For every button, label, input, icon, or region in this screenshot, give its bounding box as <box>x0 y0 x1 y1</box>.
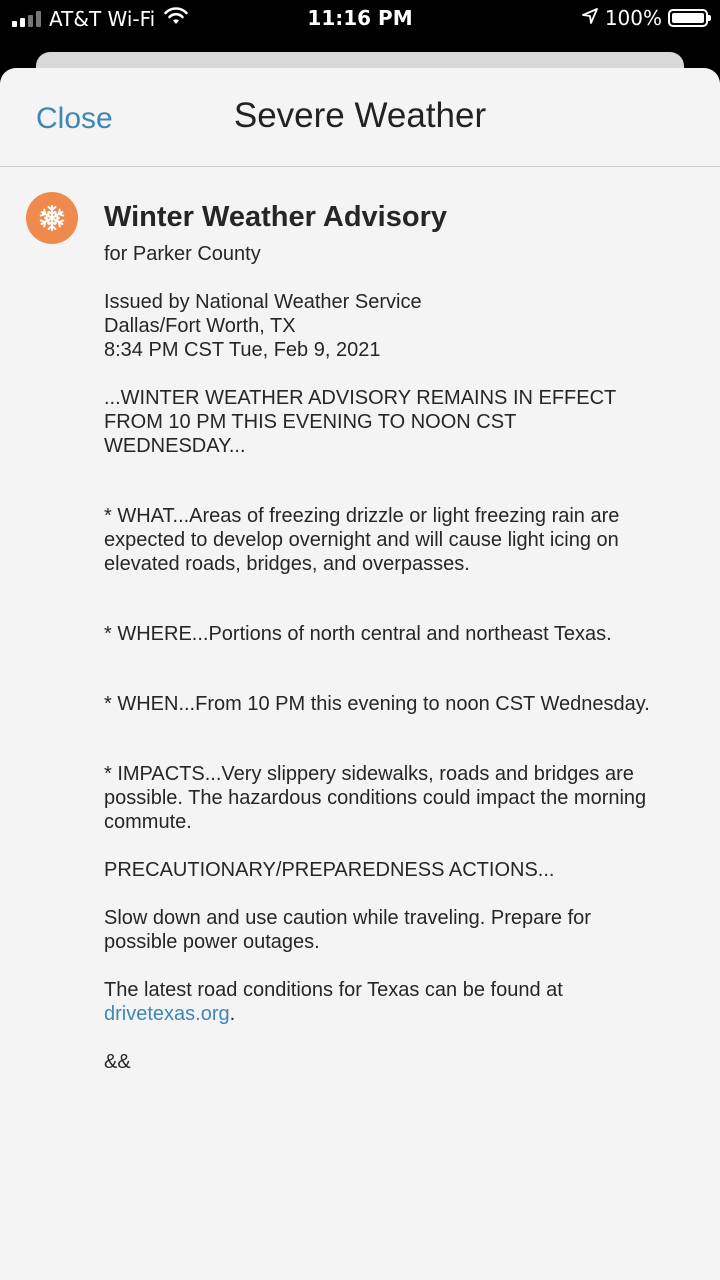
impacts-line: possible. The hazardous conditions could impact the morning <box>104 787 647 809</box>
headline-line: ...WINTER WEATHER ADVISORY REMAINS IN EFFECT <box>104 387 617 409</box>
headline-line: WEDNESDAY... <box>104 435 246 457</box>
end-marker: && <box>104 1051 131 1073</box>
battery-icon <box>668 9 708 27</box>
carrier-label: AT&T Wi-Fi <box>49 6 156 31</box>
page-title: Severe Weather <box>233 96 487 135</box>
advisory-subtitle: for Parker County <box>104 243 261 265</box>
alert-text <box>104 201 684 1074</box>
what-line: * WHAT...Areas of freezing drizzle or light freezing rain are <box>104 505 620 527</box>
issued-line: Dallas/Fort Worth, TX <box>104 315 296 337</box>
status-bar <box>0 0 720 38</box>
status-time: 11:16 PM <box>307 6 413 30</box>
location-arrow-icon <box>581 6 599 30</box>
headline-line: FROM 10 PM THIS EVENING TO NOON CST <box>104 411 517 433</box>
road-conditions-line: The latest road conditions for Texas can be found at <box>104 979 563 1001</box>
what-block <box>104 504 684 576</box>
slow-down-line: Slow down and use caution while traveling. Prepare for <box>104 907 591 929</box>
slow-down-line: possible power outages. <box>104 931 320 953</box>
drivetexas-link[interactable]: drivetexas.org <box>104 1003 230 1025</box>
where-line: * WHERE...Portions of north central and northeast Texas. <box>104 623 612 645</box>
road-period: . <box>229 1003 236 1025</box>
road-conditions-link-line <box>104 1002 684 1026</box>
severe-weather-sheet <box>0 68 720 1280</box>
close-button[interactable]: Close <box>36 102 113 135</box>
advisory-title: Winter Weather Advisory <box>104 201 447 233</box>
precaution-heading: PRECAUTIONARY/PREPAREDNESS ACTIONS... <box>104 859 555 881</box>
issued-line: Issued by National Weather Service <box>104 291 422 313</box>
battery-percent: 100% <box>604 6 662 30</box>
impacts-line: * IMPACTS...Very slippery sidewalks, roads and bridges are <box>104 763 634 785</box>
snowflake-icon <box>26 192 78 244</box>
what-line: expected to develop overnight and will cause light icing on <box>104 529 619 551</box>
battery-fill <box>672 13 704 23</box>
when-line: * WHEN...From 10 PM this evening to noon CST Wednesday. <box>104 693 650 715</box>
impacts-line: commute. <box>104 811 192 833</box>
issued-block <box>104 290 684 362</box>
impacts-block <box>104 762 684 834</box>
issued-line: 8:34 PM CST Tue, Feb 9, 2021 <box>104 339 381 361</box>
road-conditions-block <box>104 978 684 1026</box>
what-line: elevated roads, bridges, and overpasses. <box>104 553 470 575</box>
slow-down-block <box>104 906 684 954</box>
sheet-header <box>0 68 720 167</box>
headline-block <box>104 386 684 458</box>
status-right <box>581 6 708 30</box>
